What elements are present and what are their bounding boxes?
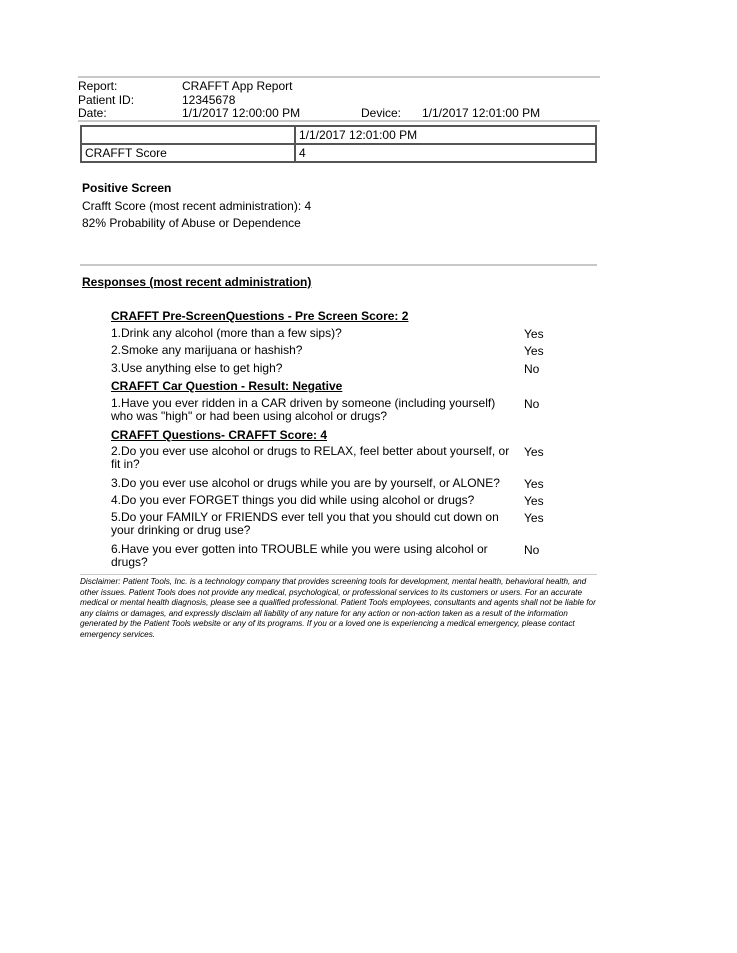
- crafft-answer-5: Yes: [524, 511, 544, 525]
- report-row: [78, 80, 600, 94]
- probability-summary: 82% Probability of Abuse or Dependence: [82, 216, 301, 230]
- crafft-question-3: 3.Do you ever use alcohol or drugs while you are by yourself, or ALONE?: [111, 476, 500, 490]
- crafft-question-4: 4.Do you ever FORGET things you did while using alcohol or drugs?: [111, 493, 475, 507]
- crafft-answer-3: Yes: [524, 477, 544, 491]
- crafft-question-2: 2.Do you ever use alcohol or drugs to RELAX, feel better about yourself, or fit in?: [111, 444, 510, 471]
- responses-rule: [80, 264, 597, 266]
- date-row: [78, 107, 600, 121]
- score-table-value-cell: 4: [295, 144, 596, 162]
- prescreen-question-1: 1.Drink any alcohol (more than a few sips)?: [111, 326, 342, 340]
- patient-row: [78, 94, 600, 108]
- device-label: Device:: [361, 106, 402, 120]
- disclaimer-text: Disclaimer: Patient Tools, Inc. is a technology company that provides screening tools for development, mental health, behavioral health, and other issues. Patient Tools does not provide any medical, psychological, or professional services to its customers or users. For an accurate medical or mental health diagnosis, please see a qualified professional. Patient Tools employees, consultants and agents shall not be liable for any claims or damages, and expressly disclaim all liability of any nature for any action or non-action taken as a result of the information generated by the Patient Tools website or any of its programs. If you or a loved one is experiencing a medical emergency, please contact emergency services.: [80, 577, 596, 639]
- crafft-question-6: 6.Have you ever gotten into TROUBLE while you were using alcohol or drugs?: [111, 542, 488, 569]
- responses-title: Responses (most recent administration): [82, 275, 312, 289]
- car-question-title: CRAFFT Car Question - Result: Negative: [111, 379, 343, 393]
- crafft-answer-6: No: [524, 543, 540, 557]
- car-answer-1: No: [524, 397, 540, 411]
- disclaimer-rule: [80, 574, 597, 575]
- patient-id-label: Patient ID:: [78, 92, 135, 107]
- crafft-score-table: [80, 125, 597, 163]
- prescreen-question-3: 3.Use anything else to get high?: [111, 361, 283, 375]
- score-table-header-row: [81, 126, 596, 144]
- score-table-corner-cell: [81, 126, 295, 144]
- car-question-1: 1.Have you ever ridden in a CAR driven by someone (including yourself) who was "high" or had been using alcohol or drugs?: [111, 396, 496, 423]
- patient-id-value: 12345678: [182, 92, 236, 107]
- prescreen-answer-1: Yes: [524, 327, 544, 341]
- prescreen-answer-2: Yes: [524, 344, 544, 358]
- date-value: 1/1/2017 12:00:00 PM: [182, 106, 301, 120]
- prescreen-answer-3: No: [524, 362, 540, 376]
- report-header: [78, 80, 600, 121]
- score-table-row: [81, 144, 596, 162]
- prescreen-question-2: 2.Smoke any marijuana or hashish?: [111, 343, 303, 357]
- crafft-questions-title: CRAFFT Questions- CRAFFT Score: 4: [111, 428, 328, 442]
- crafft-score-summary: Crafft Score (most recent administration): 4: [82, 199, 312, 213]
- crafft-question-5: 5.Do your FAMILY or FRIENDS ever tell you that you should cut down on your drinking or drug use?: [111, 510, 499, 537]
- report-value: CRAFFT App Report: [182, 79, 293, 93]
- score-table-label-cell: CRAFFT Score: [81, 144, 295, 162]
- score-table-date-cell: 1/1/2017 12:01:00 PM: [295, 126, 596, 144]
- prescreen-title: CRAFFT Pre-ScreenQuestions - Pre Screen Score: 2: [111, 309, 409, 323]
- crafft-answer-4: Yes: [524, 494, 544, 508]
- positive-screen-title: Positive Screen: [82, 181, 172, 195]
- header-bottom-rule: [78, 120, 600, 122]
- report-label: Report:: [78, 79, 118, 93]
- device-value: 1/1/2017 12:01:00 PM: [422, 106, 541, 120]
- header-top-rule: [78, 76, 600, 78]
- crafft-answer-2: Yes: [524, 445, 544, 459]
- date-label: Date:: [78, 106, 107, 120]
